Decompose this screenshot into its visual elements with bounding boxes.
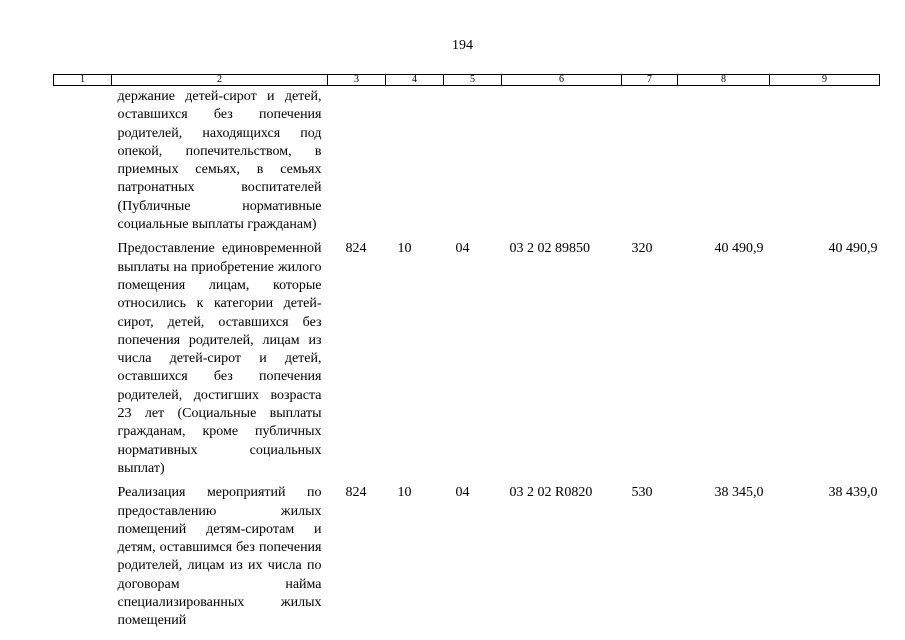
row-number-cell [54, 86, 112, 239]
header-cell-8: 8 [678, 75, 770, 86]
row-target [502, 86, 622, 239]
header-row [54, 75, 880, 86]
table-row [54, 86, 880, 239]
row-grbs [328, 86, 386, 239]
row-section: 10 [397, 241, 412, 257]
row-sum-2: 40 490,9 [828, 241, 878, 257]
header-cell-2: 2 [112, 75, 328, 86]
row-section [386, 86, 444, 239]
row-sum-1: 38 345,0 [714, 485, 764, 501]
table-header [54, 75, 880, 86]
row-section: 10 [397, 485, 412, 501]
row-sum-2: 38 439,0 [828, 485, 878, 501]
budget-table [53, 74, 880, 635]
header-cell-9: 9 [770, 75, 880, 86]
row-number-cell [54, 482, 112, 634]
row-sum-1: 40 490,9 [714, 241, 764, 257]
row-target: 03 2 02 89850 [509, 241, 590, 257]
row-target: 03 2 02 R0820 [509, 485, 593, 501]
row-name: Предоставление единовременной выплаты на приобретение жилого помещения лицам, которые относились к категории детей-сирот, детей, оставшихся без попечения родителей, лицам из числа детей-сирот и детей, оставшихся без попечения родителей, достигших возраста 23 лет (Социальные выплаты гражданам, кроме публичных нормативных социальных выплат) [117, 241, 322, 476]
header-cell-7: 7 [622, 75, 678, 86]
header-cell-3: 3 [328, 75, 386, 86]
row-number-cell [54, 238, 112, 482]
row-subsection: 04 [455, 241, 470, 257]
table-row [54, 482, 880, 634]
row-subsection [444, 86, 502, 239]
page-number: 194 [452, 38, 473, 53]
header-cell-5: 5 [444, 75, 502, 86]
row-grbs: 824 [345, 241, 367, 257]
row-subsection: 04 [455, 485, 470, 501]
row-sum-2 [770, 86, 880, 239]
row-grbs: 824 [345, 485, 367, 501]
header-cell-6: 6 [502, 75, 622, 86]
header-cell-1: 1 [54, 75, 112, 86]
row-vr: 320 [631, 241, 653, 257]
row-name: Реализация мероприятий по предоставлению жилых помещений детям-сиротам и детям, оставшимся без попечения родителей, лицам из их числа по договорам найма специализированных жилых помещений [117, 485, 322, 629]
row-vr [622, 86, 678, 239]
row-vr: 530 [631, 485, 653, 501]
row-sum-1 [678, 86, 770, 239]
header-cell-4: 4 [386, 75, 444, 86]
table-body [54, 86, 880, 635]
row-name: держание детей-сирот и детей, оставшихся без попечения родителей, находящихся под опекой, попечительством, в приемных семьях, в семьях патронатных воспитателей (Публичные нормативные социальные выплаты гражданам) [117, 89, 322, 233]
table-row [54, 238, 880, 482]
